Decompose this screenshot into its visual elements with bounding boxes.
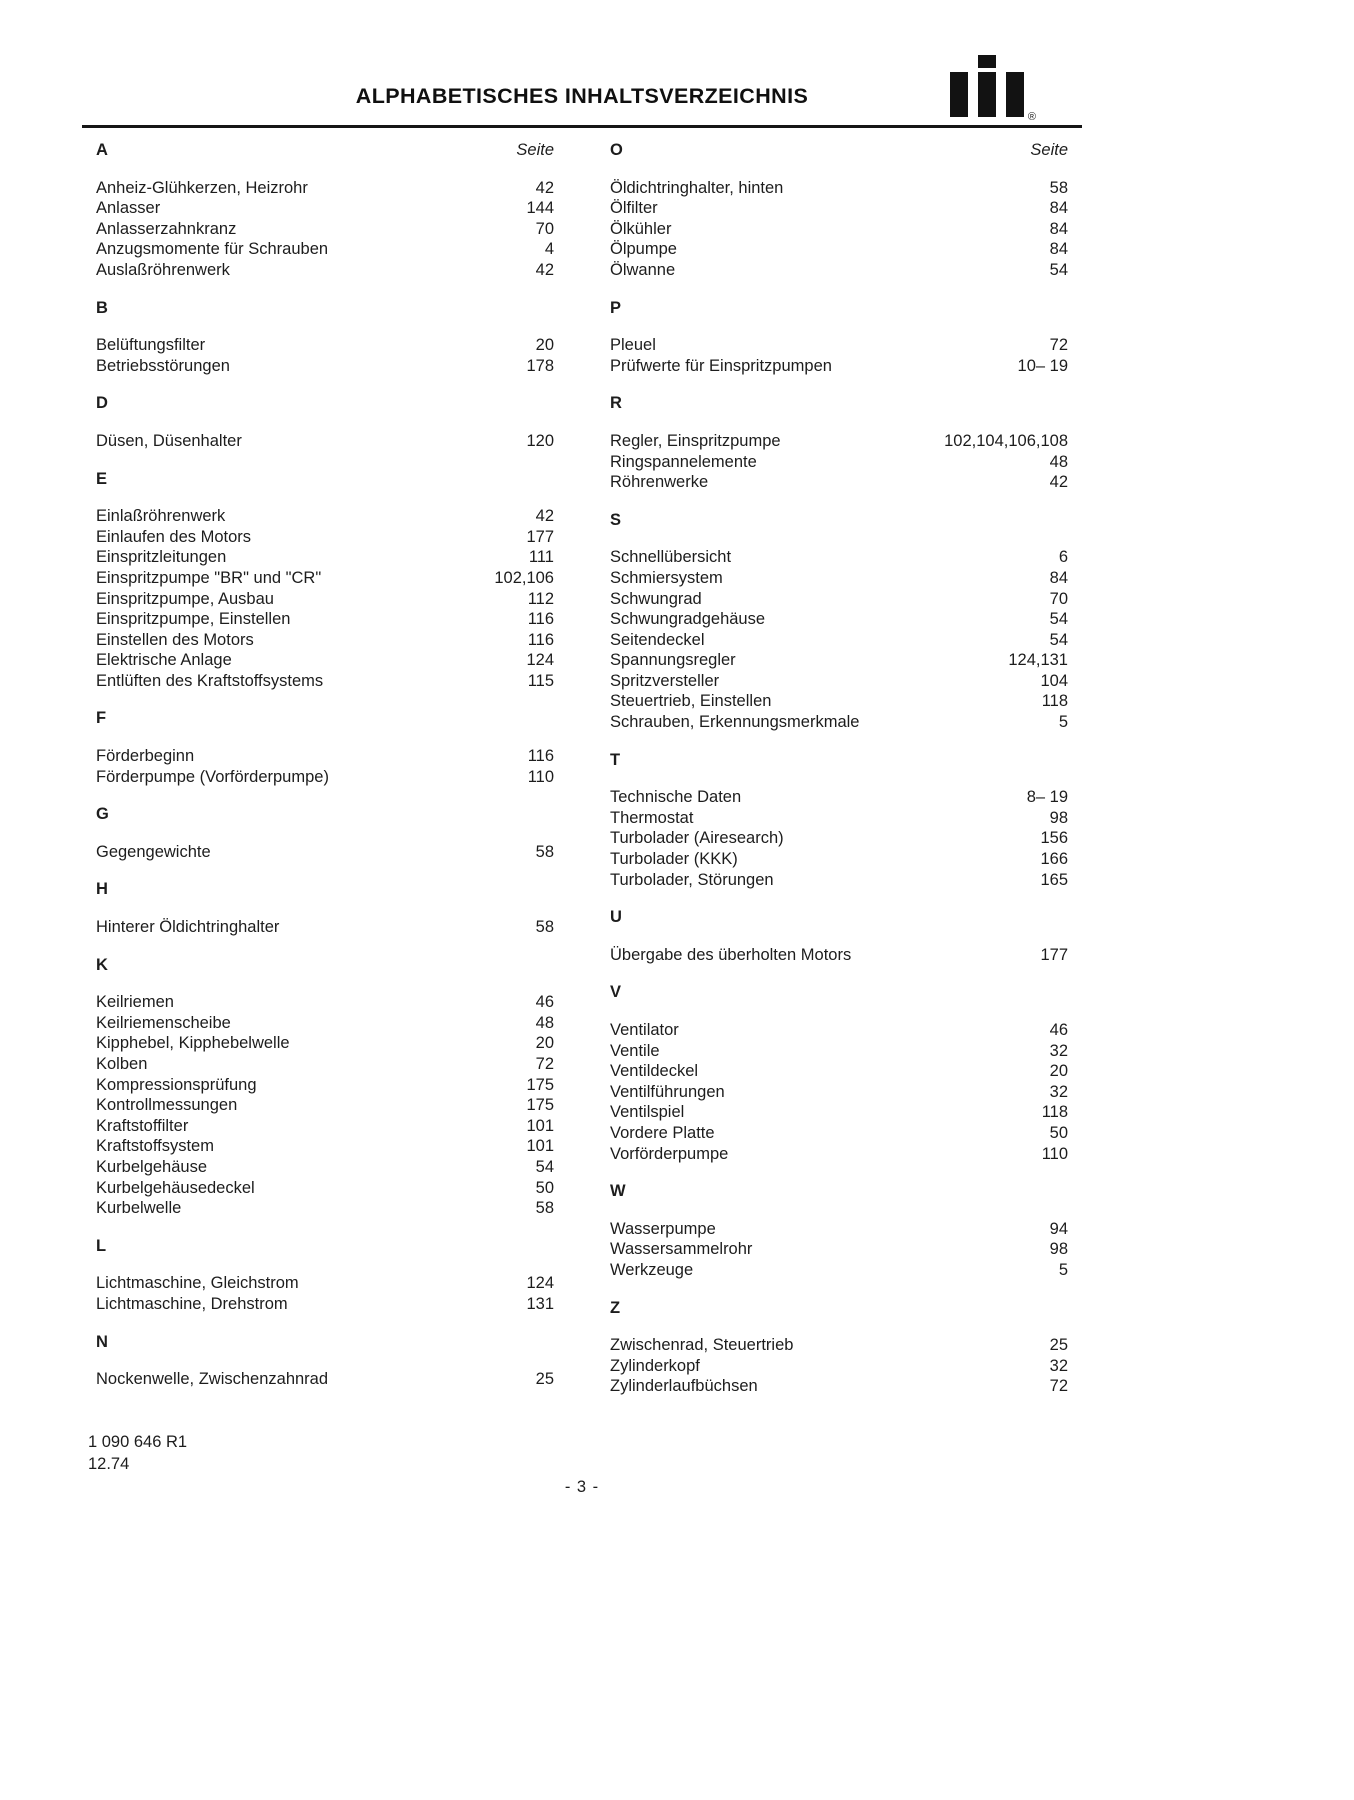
entry-page: 177 — [1040, 945, 1068, 964]
entry-label: Pleuel — [610, 336, 656, 355]
index-entry — [96, 842, 554, 863]
section-header-s — [610, 510, 1068, 531]
index-entry — [96, 198, 554, 219]
section-letter: U — [610, 908, 622, 927]
index-entry — [96, 568, 554, 589]
entry-label: Förderbeginn — [96, 747, 195, 766]
entry-page: 131 — [526, 1294, 554, 1313]
index-entry — [96, 1369, 554, 1390]
registered-trademark-symbol: ® — [1027, 111, 1036, 123]
index-entry — [96, 917, 554, 938]
entry-page: 58 — [535, 1199, 554, 1218]
entry-page: 84 — [1049, 219, 1068, 238]
index-column-left — [96, 140, 554, 1397]
entry-page: 112 — [527, 589, 554, 608]
entry-page: 120 — [526, 431, 554, 450]
index-entry — [610, 335, 1068, 356]
entry-page: 10– 19 — [1017, 356, 1068, 375]
index-entry — [96, 547, 554, 568]
index-entry — [96, 589, 554, 610]
index-entry — [96, 178, 554, 199]
section-header-b — [96, 298, 554, 319]
entry-label: Betriebsstörungen — [96, 356, 230, 375]
entry-page: 104 — [1040, 671, 1068, 690]
section-letter: S — [610, 510, 622, 529]
section-letter: O — [610, 141, 623, 159]
section-header-r — [610, 393, 1068, 414]
entry-label: Einspritzpumpe, Einstellen — [96, 610, 291, 629]
entry-label: Keilriemenscheibe — [96, 1013, 231, 1032]
index-entry — [96, 1095, 554, 1116]
section-header-f — [96, 708, 554, 729]
index-entry — [96, 431, 554, 452]
entry-page: 144 — [526, 199, 554, 218]
index-entry — [96, 356, 554, 377]
index-entry — [610, 1041, 1068, 1062]
entry-page: 20 — [1049, 1062, 1068, 1081]
entry-page: 50 — [535, 1178, 554, 1197]
entry-page: 84 — [1049, 199, 1068, 218]
entry-label: Ventile — [610, 1041, 660, 1060]
section-letter: R — [610, 394, 622, 413]
index-entry — [96, 219, 554, 240]
entry-label: Anheiz-Glühkerzen, Heizrohr — [96, 178, 308, 197]
section-header-a — [96, 140, 554, 161]
index-columns — [96, 140, 1068, 1397]
index-entry — [610, 239, 1068, 260]
entry-label: Zwischenrad, Steuertrieb — [610, 1336, 794, 1355]
entry-page: 110 — [527, 767, 554, 786]
entry-page: 8– 19 — [1026, 788, 1068, 807]
index-entry — [610, 219, 1068, 240]
index-entry — [610, 1335, 1068, 1356]
index-entry — [610, 945, 1068, 966]
index-entry — [610, 1082, 1068, 1103]
entry-page: 118 — [1041, 692, 1068, 711]
index-entry — [610, 808, 1068, 829]
entry-page: 25 — [1049, 1336, 1068, 1355]
index-entry — [96, 992, 554, 1013]
entry-label: Turbolader (KKK) — [610, 850, 738, 869]
entry-label: Spannungsregler — [610, 651, 736, 670]
entry-label: Hinterer Öldichtringhalter — [96, 918, 280, 937]
entry-label: Kipphebel, Kipphebelwelle — [96, 1034, 290, 1053]
doc-number: 1 090 646 R1 — [88, 1433, 188, 1451]
entry-label: Schmiersystem — [610, 568, 723, 587]
entry-page: 175 — [526, 1096, 554, 1115]
index-entry — [610, 828, 1068, 849]
index-entry — [96, 746, 554, 767]
section-letter: Z — [610, 1298, 621, 1317]
entry-page: 98 — [1049, 1240, 1068, 1259]
section-letter: D — [96, 394, 108, 413]
entry-label: Vorförderpumpe — [610, 1144, 729, 1163]
index-entry — [96, 506, 554, 527]
entry-page: 46 — [1049, 1021, 1068, 1039]
index-entry — [96, 1273, 554, 1294]
entry-label: Lichtmaschine, Drehstrom — [96, 1294, 288, 1313]
entry-label: Schrauben, Erkennungsmerkmale — [610, 713, 860, 732]
index-entry — [96, 335, 554, 356]
entry-page: 116 — [527, 610, 554, 629]
entry-page: 156 — [1040, 829, 1068, 848]
entry-page: 115 — [527, 671, 554, 690]
section-header-p — [610, 298, 1068, 319]
index-entry — [96, 1136, 554, 1157]
index-entry — [610, 712, 1068, 733]
section-letter: P — [610, 298, 622, 317]
entry-label: Turbolader (Airesearch) — [610, 829, 784, 848]
entry-page: 48 — [535, 1013, 554, 1032]
entry-page: 177 — [526, 527, 554, 546]
section-letter: E — [96, 469, 108, 488]
title-rule — [82, 125, 1082, 128]
index-entry — [96, 1075, 554, 1096]
entry-label: Kurbelgehäusedeckel — [96, 1178, 255, 1197]
index-entry — [610, 589, 1068, 610]
section-letter: N — [96, 1332, 108, 1351]
entry-label: Turbolader, Störungen — [610, 870, 774, 889]
entry-page: 110 — [1041, 1144, 1068, 1163]
index-entry — [610, 1376, 1068, 1397]
entry-label: Lichtmaschine, Gleichstrom — [96, 1274, 299, 1293]
index-entry — [610, 1356, 1068, 1377]
entry-label: Technische Daten — [610, 788, 742, 807]
entry-page: 101 — [526, 1116, 554, 1135]
section-header-l — [96, 1236, 554, 1257]
section-header-z — [610, 1298, 1068, 1319]
index-entry — [96, 609, 554, 630]
entry-label: Schwungrad — [610, 589, 702, 608]
entry-page: 70 — [1049, 589, 1068, 608]
index-entry — [610, 178, 1068, 199]
entry-label: Öldichtringhalter, hinten — [610, 178, 784, 197]
entry-label: Kurbelgehäuse — [96, 1157, 208, 1176]
entry-label: Ringspannelemente — [610, 452, 757, 471]
section-header-k — [96, 955, 554, 976]
entry-label: Nockenwelle, Zwischenzahnrad — [96, 1370, 329, 1389]
index-column-right — [610, 140, 1068, 1397]
entry-label: Einstellen des Motors — [96, 630, 254, 649]
entry-label: Auslaßröhrenwerk — [96, 260, 230, 279]
index-entry — [610, 1260, 1068, 1281]
entry-page: 32 — [1049, 1041, 1068, 1060]
entry-label: Wasserpumpe — [610, 1219, 716, 1238]
index-entry — [610, 691, 1068, 712]
section-header-u — [610, 907, 1068, 928]
entry-page: 58 — [1049, 178, 1068, 197]
entry-label: Thermostat — [610, 808, 694, 827]
index-entry — [610, 1239, 1068, 1260]
index-entry — [610, 1020, 1068, 1041]
index-entry — [610, 568, 1068, 589]
index-entry — [96, 650, 554, 671]
entry-page: 4 — [544, 240, 554, 259]
entry-page: 42 — [535, 178, 554, 197]
entry-label: Spritzversteller — [610, 671, 720, 690]
index-entry — [610, 849, 1068, 870]
entry-page: 84 — [1049, 568, 1068, 587]
entry-page: 42 — [535, 260, 554, 279]
entry-page: 5 — [1058, 1260, 1068, 1279]
index-entry — [610, 787, 1068, 808]
entry-label: Seitendeckel — [610, 630, 705, 649]
index-entry — [610, 1219, 1068, 1240]
index-entry — [96, 1198, 554, 1219]
entry-label: Ölpumpe — [610, 240, 677, 259]
entry-page: 54 — [1049, 260, 1068, 279]
section-letter: A — [96, 141, 108, 159]
entry-label: Belüftungsfilter — [96, 336, 206, 355]
entry-page: 84 — [1049, 240, 1068, 259]
entry-page: 32 — [1049, 1356, 1068, 1375]
entry-label: Gegengewichte — [96, 842, 211, 861]
entry-page: 46 — [535, 993, 554, 1012]
entry-label: Ölfilter — [610, 199, 658, 218]
entry-label: Förderpumpe (Vorförderpumpe) — [96, 767, 329, 786]
section-header-o — [610, 140, 1068, 161]
entry-page: 72 — [1049, 1377, 1068, 1396]
entry-page: 48 — [1049, 452, 1068, 471]
section-header-g — [96, 804, 554, 825]
entry-label: Einlaufen des Motors — [96, 527, 252, 546]
entry-page: 116 — [527, 630, 554, 649]
entry-label: Werkzeuge — [610, 1260, 694, 1279]
index-entry — [610, 650, 1068, 671]
entry-label: Anlasser — [96, 199, 161, 218]
entry-page: 116 — [527, 747, 554, 766]
index-entry — [610, 356, 1068, 377]
entry-label: Prüfwerte für Einspritzpumpen — [610, 356, 832, 375]
section-header-d — [96, 393, 554, 414]
entry-page: 165 — [1040, 870, 1068, 889]
index-entry — [96, 260, 554, 281]
section-letter: T — [610, 750, 621, 769]
section-header-w — [610, 1181, 1068, 1202]
index-entry — [96, 1294, 554, 1315]
entry-label: Anlasserzahnkranz — [96, 219, 237, 238]
section-letter: K — [96, 955, 108, 974]
entry-page: 70 — [535, 219, 554, 238]
entry-page: 58 — [535, 842, 554, 861]
entry-label: Ventildeckel — [610, 1062, 699, 1081]
index-entry — [610, 609, 1068, 630]
section-letter: V — [610, 983, 622, 1002]
entry-page: 166 — [1040, 850, 1068, 869]
index-entry — [96, 1013, 554, 1034]
entry-page: 72 — [535, 1055, 554, 1073]
section-letter: H — [96, 880, 108, 899]
index-entry — [610, 1123, 1068, 1144]
index-entry — [610, 198, 1068, 219]
entry-label: Elektrische Anlage — [96, 651, 232, 670]
index-entry — [96, 1157, 554, 1178]
entry-label: Einspritzpumpe, Ausbau — [96, 589, 274, 608]
entry-label: Übergabe des überholten Motors — [610, 945, 852, 964]
index-entry — [610, 1144, 1068, 1165]
index-entry — [610, 1061, 1068, 1082]
entry-label: Vordere Platte — [610, 1123, 715, 1142]
entry-label: Ventilführungen — [610, 1082, 725, 1101]
index-entry — [610, 630, 1068, 651]
index-entry — [96, 1178, 554, 1199]
entry-label: Kurbelwelle — [96, 1199, 182, 1218]
entry-page: 94 — [1049, 1219, 1068, 1238]
entry-page: 58 — [535, 918, 554, 937]
entry-label: Ventilator — [610, 1021, 679, 1039]
entry-page: 42 — [1049, 473, 1068, 492]
entry-label: Kraftstoffilter — [96, 1116, 189, 1135]
entry-label: Anzugsmomente für Schrauben — [96, 240, 329, 259]
entry-label: Zylinderlaufbüchsen — [610, 1377, 758, 1396]
entry-label: Ölwanne — [610, 260, 676, 279]
index-entry — [96, 1054, 554, 1075]
entry-label: Düsen, Düsenhalter — [96, 431, 242, 450]
index-entry — [610, 870, 1068, 891]
seite-column-label: Seite — [516, 141, 554, 159]
entry-label: Einlaßröhrenwerk — [96, 507, 226, 526]
entry-label: Keilriemen — [96, 993, 174, 1012]
entry-page: 124,131 — [1008, 651, 1068, 670]
section-letter: F — [96, 709, 107, 728]
entry-label: Schnellübersicht — [610, 548, 732, 567]
section-header-n — [96, 1332, 554, 1353]
entry-page: 54 — [535, 1157, 554, 1176]
entry-label: Ölkühler — [610, 219, 672, 238]
section-letter: L — [96, 1236, 107, 1255]
section-letter: G — [96, 805, 109, 824]
index-entry — [610, 452, 1068, 473]
entry-label: Röhrenwerke — [610, 473, 709, 492]
index-entry — [96, 1033, 554, 1054]
entry-page: 178 — [526, 356, 554, 375]
entry-label: Entlüften des Kraftstoffsystems — [96, 671, 324, 690]
page-title: ALPHABETISCHES INHALTSVERZEICHNIS — [355, 84, 809, 108]
index-entry — [96, 767, 554, 788]
section-header-e — [96, 469, 554, 490]
entry-page: 54 — [1049, 630, 1068, 649]
index-entry — [96, 671, 554, 692]
entry-label: Kontrollmessungen — [96, 1096, 238, 1115]
entry-page: 98 — [1049, 808, 1068, 827]
entry-page: 25 — [535, 1370, 554, 1389]
entry-page: 50 — [1049, 1123, 1068, 1142]
entry-page: 32 — [1049, 1082, 1068, 1101]
entry-page: 20 — [535, 336, 554, 355]
index-entry — [610, 431, 1068, 452]
entry-label: Ventilspiel — [610, 1103, 685, 1122]
index-entry — [610, 472, 1068, 493]
entry-page: 118 — [1041, 1103, 1068, 1122]
entry-label: Kolben — [96, 1055, 148, 1073]
page-content — [96, 0, 1068, 1397]
index-entry — [96, 527, 554, 548]
entry-page: 175 — [526, 1075, 554, 1094]
entry-page: 54 — [1049, 610, 1068, 629]
index-entry — [610, 547, 1068, 568]
entry-page: 42 — [535, 507, 554, 526]
section-header-v — [610, 982, 1068, 1003]
section-header-h — [96, 879, 554, 900]
entry-page: 124 — [526, 1274, 554, 1293]
section-header-t — [610, 750, 1068, 771]
entry-label: Einspritzpumpe "BR" und "CR" — [96, 568, 322, 587]
index-entry — [96, 1116, 554, 1137]
entry-page: 124 — [526, 651, 554, 670]
entry-page: 20 — [535, 1034, 554, 1053]
seite-column-label: Seite — [1030, 141, 1068, 159]
entry-label: Einspritzleitungen — [96, 548, 227, 567]
entry-page: 5 — [1058, 713, 1068, 732]
entry-page: 111 — [528, 548, 554, 567]
index-entry — [96, 239, 554, 260]
document-reference — [88, 1431, 187, 1475]
index-entry — [610, 1102, 1068, 1123]
entry-page: 6 — [1058, 548, 1068, 567]
entry-page: 101 — [526, 1137, 554, 1156]
entry-label: Kraftstoffsystem — [96, 1137, 214, 1156]
section-letter: W — [610, 1182, 626, 1201]
section-letter: B — [96, 298, 108, 317]
index-entry — [96, 630, 554, 651]
entry-label: Steuertrieb, Einstellen — [610, 692, 772, 711]
entry-label: Schwungradgehäuse — [610, 610, 766, 629]
entry-label: Kompressionsprüfung — [96, 1075, 257, 1094]
entry-label: Regler, Einspritzpumpe — [610, 431, 781, 450]
doc-date: 12.74 — [88, 1455, 130, 1473]
entry-page: 102,106 — [494, 568, 554, 587]
entry-page: 72 — [1049, 336, 1068, 355]
entry-page: 102,104,106,108 — [944, 431, 1068, 450]
page-number: - 3 - — [564, 1478, 600, 1496]
entry-label: Wassersammelrohr — [610, 1240, 753, 1259]
entry-label: Zylinderkopf — [610, 1356, 700, 1375]
index-entry — [610, 260, 1068, 281]
index-entry — [610, 671, 1068, 692]
